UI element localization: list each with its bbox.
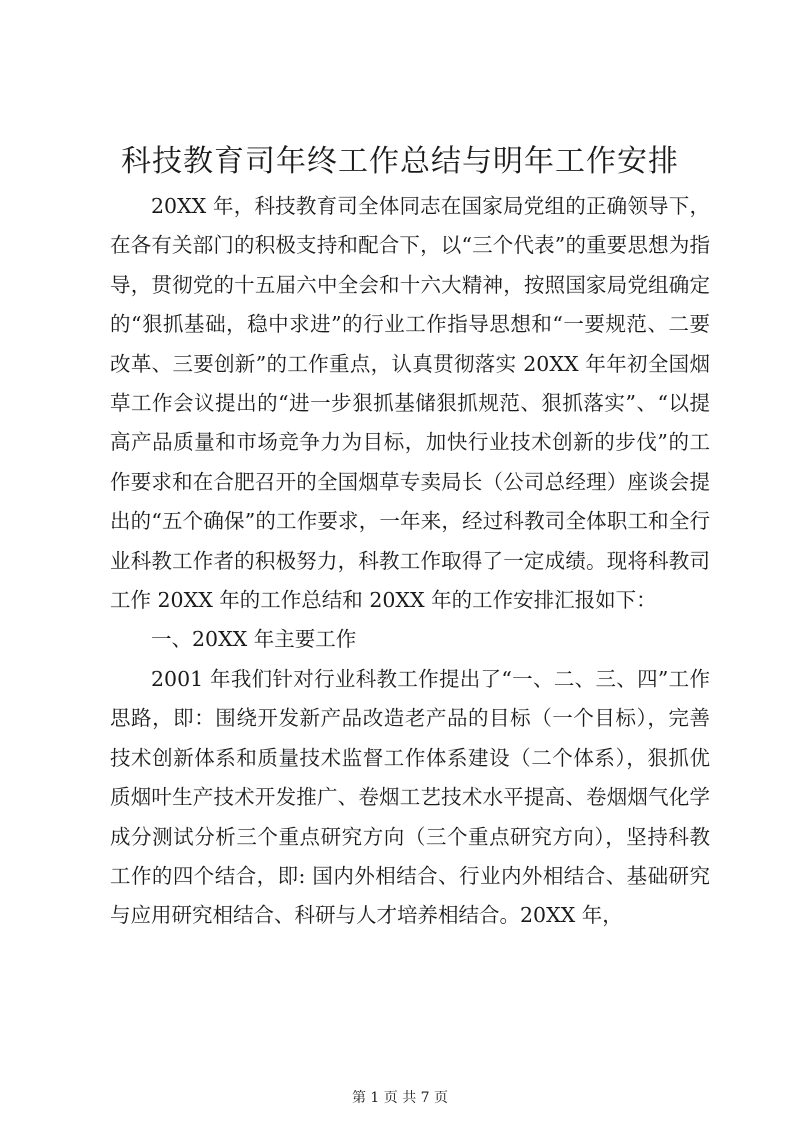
paragraph-work-summary: 2001 年我们针对行业科教工作提出了“一、二、三、四”工作思路，即：围绕开发新产品改造老产品的目标（一个目标），完善技术创新体系和质量技术监督工作体系建设（二个体系），狠抓优质烟叶生产技术开发推广、卷烟工艺技术水平提高、卷烟烟气化学成分测试分析三个重点研究方向（三个重点研究方向），坚持科教工作的四个结合，即: 国内外相结合、行业内外相结合、基础研究与应用研究相结合、科研与人才培养相结合。20XX 年，: [110, 666, 710, 928]
document-title: 科技教育司年终工作总结与明年工作安排: [121, 144, 679, 179]
paragraph-intro: 20XX 年，科技教育司全体同志在国家局党组的正确领导下，在各有关部门的积极支持和配合下，以“三个代表”的重要思想为指导，贯彻党的十五届六中全会和十六大精神，按照国家局党组确定的“狠抓基础，稳中求进”的行业工作指导思想和“一要规范、二要改革、三要创新”的工作重点，认真贯彻落实 20XX 年年初全国烟草工作会议提出的“进一步狠抓基储狠抓规范、狠抓落实”、“以提高产品质量和市场竞争力为目标，加快行业技术创新的步伐”的工作要求和在合肥召开的全国烟草专卖局长（公司总经理）座谈会提出的“五个确保”的工作要求，一年来，经过科教司全体职工和全行业科教工作者的积极努力，科教工作取得了一定成绩。现将科教司工作 20XX 年的工作总结和 20XX 年的工作安排汇报如下：: [110, 194, 710, 613]
document-body: [110, 187, 710, 936]
page-footer: 第 1 页 共 7 页: [351, 1090, 449, 1106]
section-heading-1: 一、20XX 年主要工作: [151, 627, 357, 652]
